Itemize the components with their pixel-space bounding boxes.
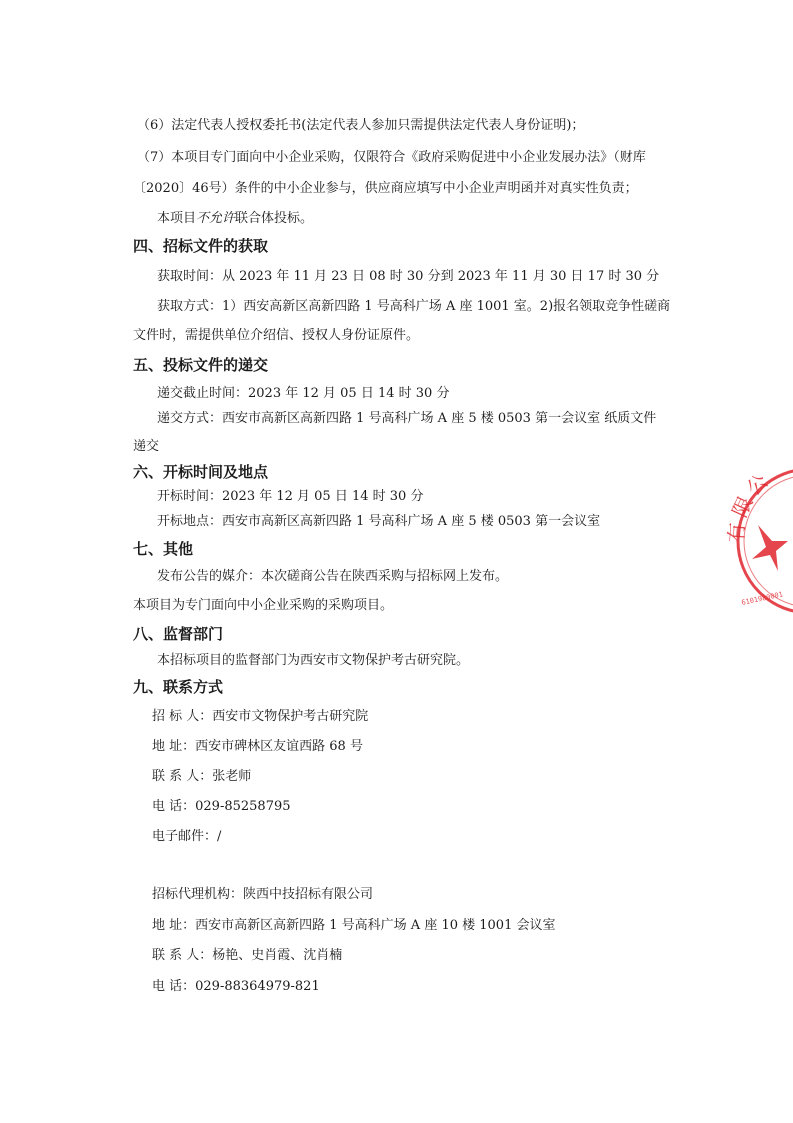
section-4-heading: 四、招标文件的获取 <box>133 237 269 255</box>
section-5-heading: 五、投标文件的递交 <box>133 356 269 374</box>
submission-method-line2: 递交 <box>133 439 160 454</box>
agency-address: 西安市高新区高新四路 1 号高科广场 A 座 10 楼 1001 会议室 <box>195 918 556 933</box>
seal-company-text: 有限公 <box>723 466 776 544</box>
supervision-text: 本招标项目的监督部门为西安市文物保护考古研究院。 <box>157 653 470 668</box>
document-obtain-method-line2: 文件时，需提供单位介绍信、授权人身份证原件。 <box>133 328 420 343</box>
consortium-statement <box>157 210 313 228</box>
buyer-name: 西安市文物保护考古研究院 <box>212 709 369 724</box>
agency-contact-label: 联 系 人： <box>152 948 213 963</box>
buyer-contact-label: 联 系 人： <box>152 769 213 784</box>
qualification-item-7-line1: （7）本项目专门面向中小企业采购，仅限符合《政府采购促进中小企业发展办法》（财库 <box>137 150 646 165</box>
buyer-contact-row <box>152 768 251 786</box>
publication-media: 发布公告的媒介：本次磋商公告在陕西采购与招标网上发布。 <box>157 569 509 584</box>
section-7-heading: 七、其他 <box>133 540 194 558</box>
agency-name-label: 招标代理机构： <box>152 887 244 902</box>
agency-phone: 029-88364979-821 <box>195 979 320 994</box>
buyer-phone: 029-85258795 <box>195 799 291 814</box>
agency-phone-label: 电 话： <box>152 979 196 994</box>
consortium-prefix: 本项目 <box>157 211 197 226</box>
opening-time: 开标时间：2023 年 12 月 05 日 14 时 30 分 <box>157 489 424 504</box>
opening-place: 开标地点：西安市高新区高新四路 1 号高科广场 A 座 5 楼 0503 第一会议室 <box>157 514 601 529</box>
agency-address-row <box>152 917 556 935</box>
buyer-name-row <box>152 708 368 726</box>
agency-address-label: 地 址： <box>152 918 196 933</box>
seal-number-text: 6101980001 <box>740 590 784 607</box>
section-6-heading: 六、开标时间及地点 <box>133 463 269 481</box>
seal-star-icon <box>752 525 788 571</box>
agency-contact-row <box>152 947 342 965</box>
agency-name: 陕西中技招标有限公司 <box>243 887 374 902</box>
buyer-address-label: 地 址： <box>152 739 196 754</box>
buyer-email-label: 电子邮件： <box>152 829 218 844</box>
buyer-email: / <box>217 829 222 844</box>
document-obtain-time: 获取时间：从 2023 年 11 月 23 日 08 时 30 分到 2023 年 11 月 30 日 17 时 30 分 <box>157 269 660 284</box>
sme-note: 本项目为专门面向中小企业采购的采购项目。 <box>133 598 394 613</box>
agency-phone-row <box>152 978 320 996</box>
agency-name-row <box>152 886 373 904</box>
agency-contact: 杨艳、史肖霞、沈肖楠 <box>212 948 343 963</box>
consortium-suffix: 联合体投标。 <box>235 211 314 226</box>
section-8-heading: 八、监督部门 <box>133 625 224 643</box>
document-obtain-method-line1: 获取方式：1）西安高新区高新四路 1 号高科广场 A 座 1001 室。2)报名领取竞争性磋商 <box>157 299 671 314</box>
section-9-heading: 九、联系方式 <box>133 678 224 696</box>
buyer-address: 西安市碑林区友谊西路 68 号 <box>195 739 363 754</box>
buyer-contact: 张老师 <box>212 769 252 784</box>
qualification-item-7-line2: 〔2020〕46号）条件的中小企业参与，供应商应填写中小企业声明函并对真实性负责； <box>133 181 638 196</box>
submission-deadline: 递交截止时间：2023 年 12 月 05 日 14 时 30 分 <box>157 386 450 401</box>
qualification-item-6: （6）法定代表人授权委托书(法定代表人参加只需提供法定代表人身份证明)； <box>137 118 585 133</box>
buyer-phone-row <box>152 798 291 816</box>
consortium-not-allowed: 不允许 <box>196 211 236 226</box>
buyer-address-row <box>152 738 363 756</box>
submission-method-line1: 递交方式：西安市高新区高新四路 1 号高科广场 A 座 5 楼 0503 第一会议室 纸质文件 <box>157 411 657 426</box>
buyer-phone-label: 电 话： <box>152 799 196 814</box>
company-seal <box>722 455 793 625</box>
buyer-name-label: 招 标 人： <box>152 709 213 724</box>
buyer-email-row <box>152 828 221 846</box>
